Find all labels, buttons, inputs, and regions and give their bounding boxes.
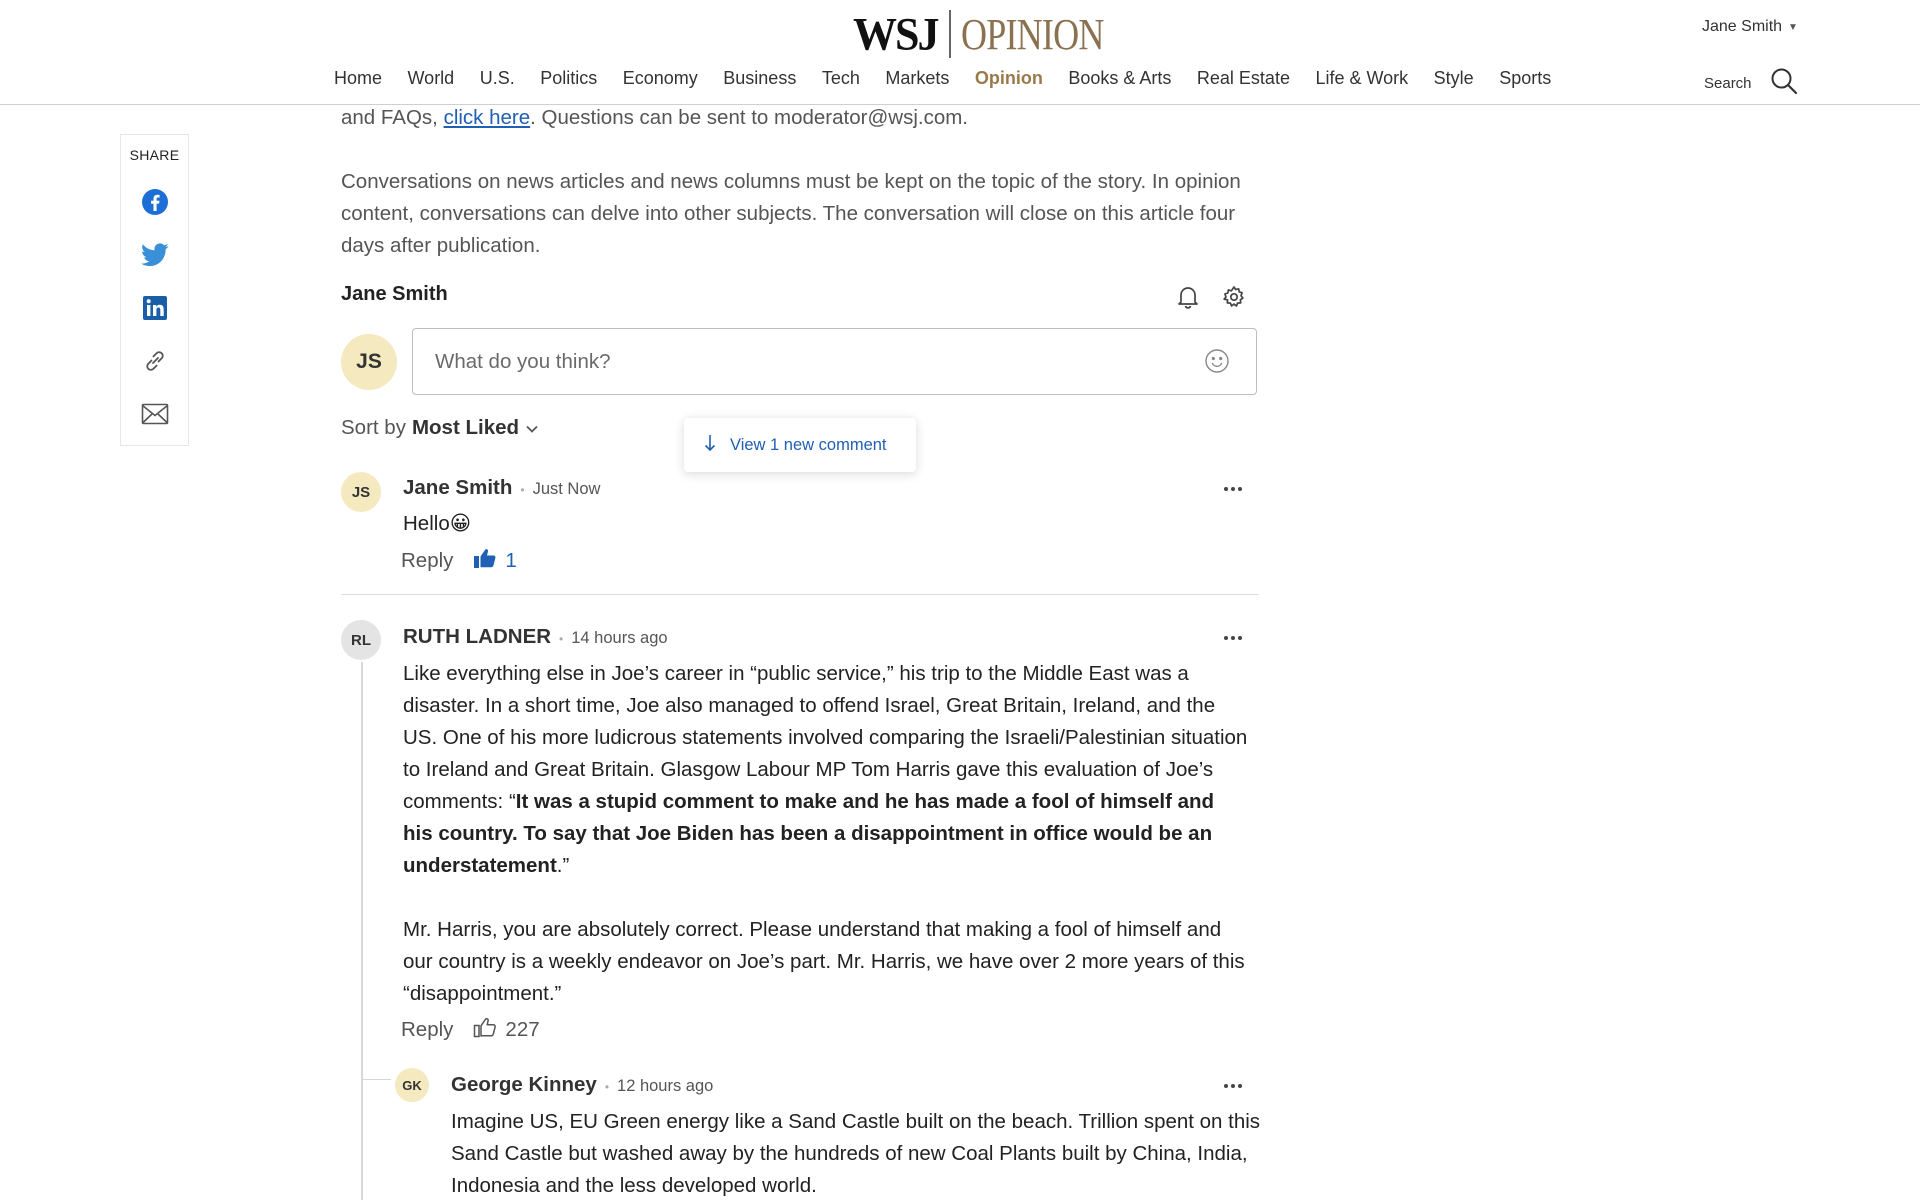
moderation-note-prefix: and FAQs, bbox=[341, 106, 444, 129]
comment-paragraph: Mr. Harris, you are absolutely correct. Please understand that making a fool of himself and our country is a weekly endeavor on Joe’s part. Mr. Harris, we have over 2 more years of this “disappointment.” bbox=[403, 918, 1245, 1005]
search-label: Search bbox=[1704, 75, 1752, 92]
wsj-opinion-logo[interactable] bbox=[853, 8, 1135, 60]
sort-dropdown[interactable] bbox=[341, 416, 539, 440]
current-user-avatar: JS bbox=[341, 334, 397, 390]
commenter-avatar: RL bbox=[341, 620, 381, 660]
nav-opinion[interactable]: Opinion bbox=[974, 68, 1043, 88]
reply-button[interactable]: Reply bbox=[401, 1018, 454, 1041]
commenter-name[interactable]: RUTH LADNER bbox=[403, 625, 552, 648]
comment-header bbox=[403, 625, 668, 649]
share-label: SHARE bbox=[129, 147, 180, 163]
nav-sports[interactable]: Sports bbox=[1499, 68, 1552, 88]
like-count: 1 bbox=[505, 549, 517, 572]
logo-divider bbox=[949, 10, 951, 58]
nav-home[interactable]: Home bbox=[334, 68, 383, 88]
comment-body: Hello😀 bbox=[403, 512, 472, 535]
comment-quote-bold: It was a stupid comment to make and he has made a fool of himself and his country. To say that Joe Biden has been a disappointment in office would be an understatement bbox=[403, 790, 1215, 877]
view-new-comment-label: View 1 new comment bbox=[730, 435, 887, 454]
moderation-note bbox=[341, 102, 1261, 134]
separator-dot: • bbox=[520, 483, 525, 497]
bell-icon[interactable] bbox=[1175, 284, 1201, 310]
separator-dot: • bbox=[604, 1080, 610, 1094]
nav-world[interactable]: World bbox=[407, 68, 455, 88]
more-options-icon[interactable] bbox=[1218, 1076, 1248, 1096]
chevron-down-icon bbox=[525, 416, 539, 440]
conversation-rules: Conversations on news articles and news columns must be kept on the topic of the story. In opinion content, conversations can delve into other subjects. The conversation will close on this article four days after publication. bbox=[341, 170, 1241, 257]
comment-paragraph bbox=[403, 658, 1248, 882]
logo-section-text: OPINION bbox=[960, 9, 1104, 59]
like-count: 227 bbox=[505, 1018, 540, 1041]
like-button[interactable] bbox=[473, 1016, 539, 1044]
search-icon bbox=[1770, 67, 1798, 100]
current-user-name: Jane Smith bbox=[341, 283, 448, 305]
like-button[interactable] bbox=[473, 547, 516, 575]
more-options-icon[interactable] bbox=[1218, 628, 1248, 648]
gear-icon[interactable] bbox=[1221, 284, 1247, 310]
reply-connector bbox=[361, 1062, 391, 1080]
user-menu-name: Jane Smith bbox=[1702, 18, 1783, 35]
nav-us[interactable]: U.S. bbox=[479, 68, 515, 88]
logo-wsj-text: WSJ bbox=[853, 8, 938, 60]
comment-time: 12 hours ago bbox=[617, 1077, 714, 1095]
user-menu[interactable] bbox=[1702, 18, 1798, 36]
comment-input[interactable] bbox=[412, 328, 1257, 395]
comment-header bbox=[403, 476, 600, 500]
site-header bbox=[0, 0, 1920, 105]
commenter-name[interactable]: Jane Smith bbox=[403, 476, 513, 499]
main-nav bbox=[334, 68, 1577, 89]
thread-line bbox=[361, 662, 363, 1200]
comment-actions bbox=[401, 1016, 540, 1044]
nav-books-arts[interactable]: Books & Arts bbox=[1068, 68, 1172, 88]
thumbs-up-filled-icon bbox=[473, 547, 497, 575]
smiley-icon[interactable] bbox=[1203, 347, 1231, 375]
caret-down-icon: ▼ bbox=[1788, 21, 1798, 33]
nav-markets[interactable]: Markets bbox=[885, 68, 950, 88]
comment-text-end: .” bbox=[556, 854, 570, 877]
commenter-name[interactable]: George Kinney bbox=[451, 1073, 597, 1096]
faq-link[interactable]: click here bbox=[443, 106, 531, 129]
moderation-note-suffix: . Questions can be sent to moderator@wsj.com. bbox=[530, 106, 968, 129]
twitter-icon[interactable] bbox=[140, 240, 170, 270]
comment-header bbox=[451, 1073, 713, 1097]
comment-body bbox=[403, 658, 1248, 1010]
thumbs-up-icon bbox=[473, 1016, 497, 1044]
email-icon[interactable] bbox=[140, 399, 170, 429]
arrow-down-icon bbox=[704, 434, 716, 457]
nav-real-estate[interactable]: Real Estate bbox=[1196, 68, 1290, 88]
more-options-icon[interactable] bbox=[1218, 479, 1248, 499]
comment-body: Imagine US, EU Green energy like a Sand Castle built on the beach. Trillion spent on this Sand Castle but washed away by the hundreds of new Coal Plants built by China, India, Indonesia and the less developed world. bbox=[451, 1110, 1261, 1197]
nav-business[interactable]: Business bbox=[723, 68, 797, 88]
comment-time: Just Now bbox=[532, 480, 601, 498]
comment-actions bbox=[401, 547, 517, 575]
facebook-icon[interactable] bbox=[140, 187, 170, 217]
sort-value: Most Liked bbox=[411, 416, 520, 439]
comment-divider bbox=[341, 594, 1259, 595]
reply-button[interactable]: Reply bbox=[401, 549, 454, 572]
commenter-avatar: GK bbox=[395, 1068, 429, 1102]
share-sidebar bbox=[120, 134, 189, 446]
comment-user-bar bbox=[341, 283, 1256, 311]
nav-tech[interactable]: Tech bbox=[821, 68, 860, 88]
nav-life-work[interactable]: Life & Work bbox=[1315, 68, 1409, 88]
nav-politics[interactable]: Politics bbox=[540, 68, 598, 88]
sort-prefix: Sort by bbox=[341, 416, 406, 439]
link-icon[interactable] bbox=[140, 346, 170, 376]
linkedin-icon[interactable] bbox=[140, 293, 170, 323]
comment-text: Like everything else in Joe’s career in “public service,” his trip to the Middle East was a disaster. In a short time, Joe also managed to offend Israel, Great Britain, Ireland, and the US. One of his more ludicrous statements involved comparing the Israeli/Palestinian situation to Ireland and Great Britain. Glasgow Labour MP Tom Harris gave this evaluation of Joe’s comments: “ bbox=[403, 662, 1248, 813]
comment-time: 14 hours ago bbox=[571, 629, 668, 647]
nav-style[interactable]: Style bbox=[1433, 68, 1474, 88]
nav-economy[interactable]: Economy bbox=[622, 68, 698, 88]
view-new-comment-button[interactable] bbox=[684, 418, 916, 472]
separator-dot: • bbox=[559, 632, 564, 646]
commenter-avatar: JS bbox=[341, 472, 381, 512]
search-button[interactable] bbox=[1704, 67, 1798, 100]
